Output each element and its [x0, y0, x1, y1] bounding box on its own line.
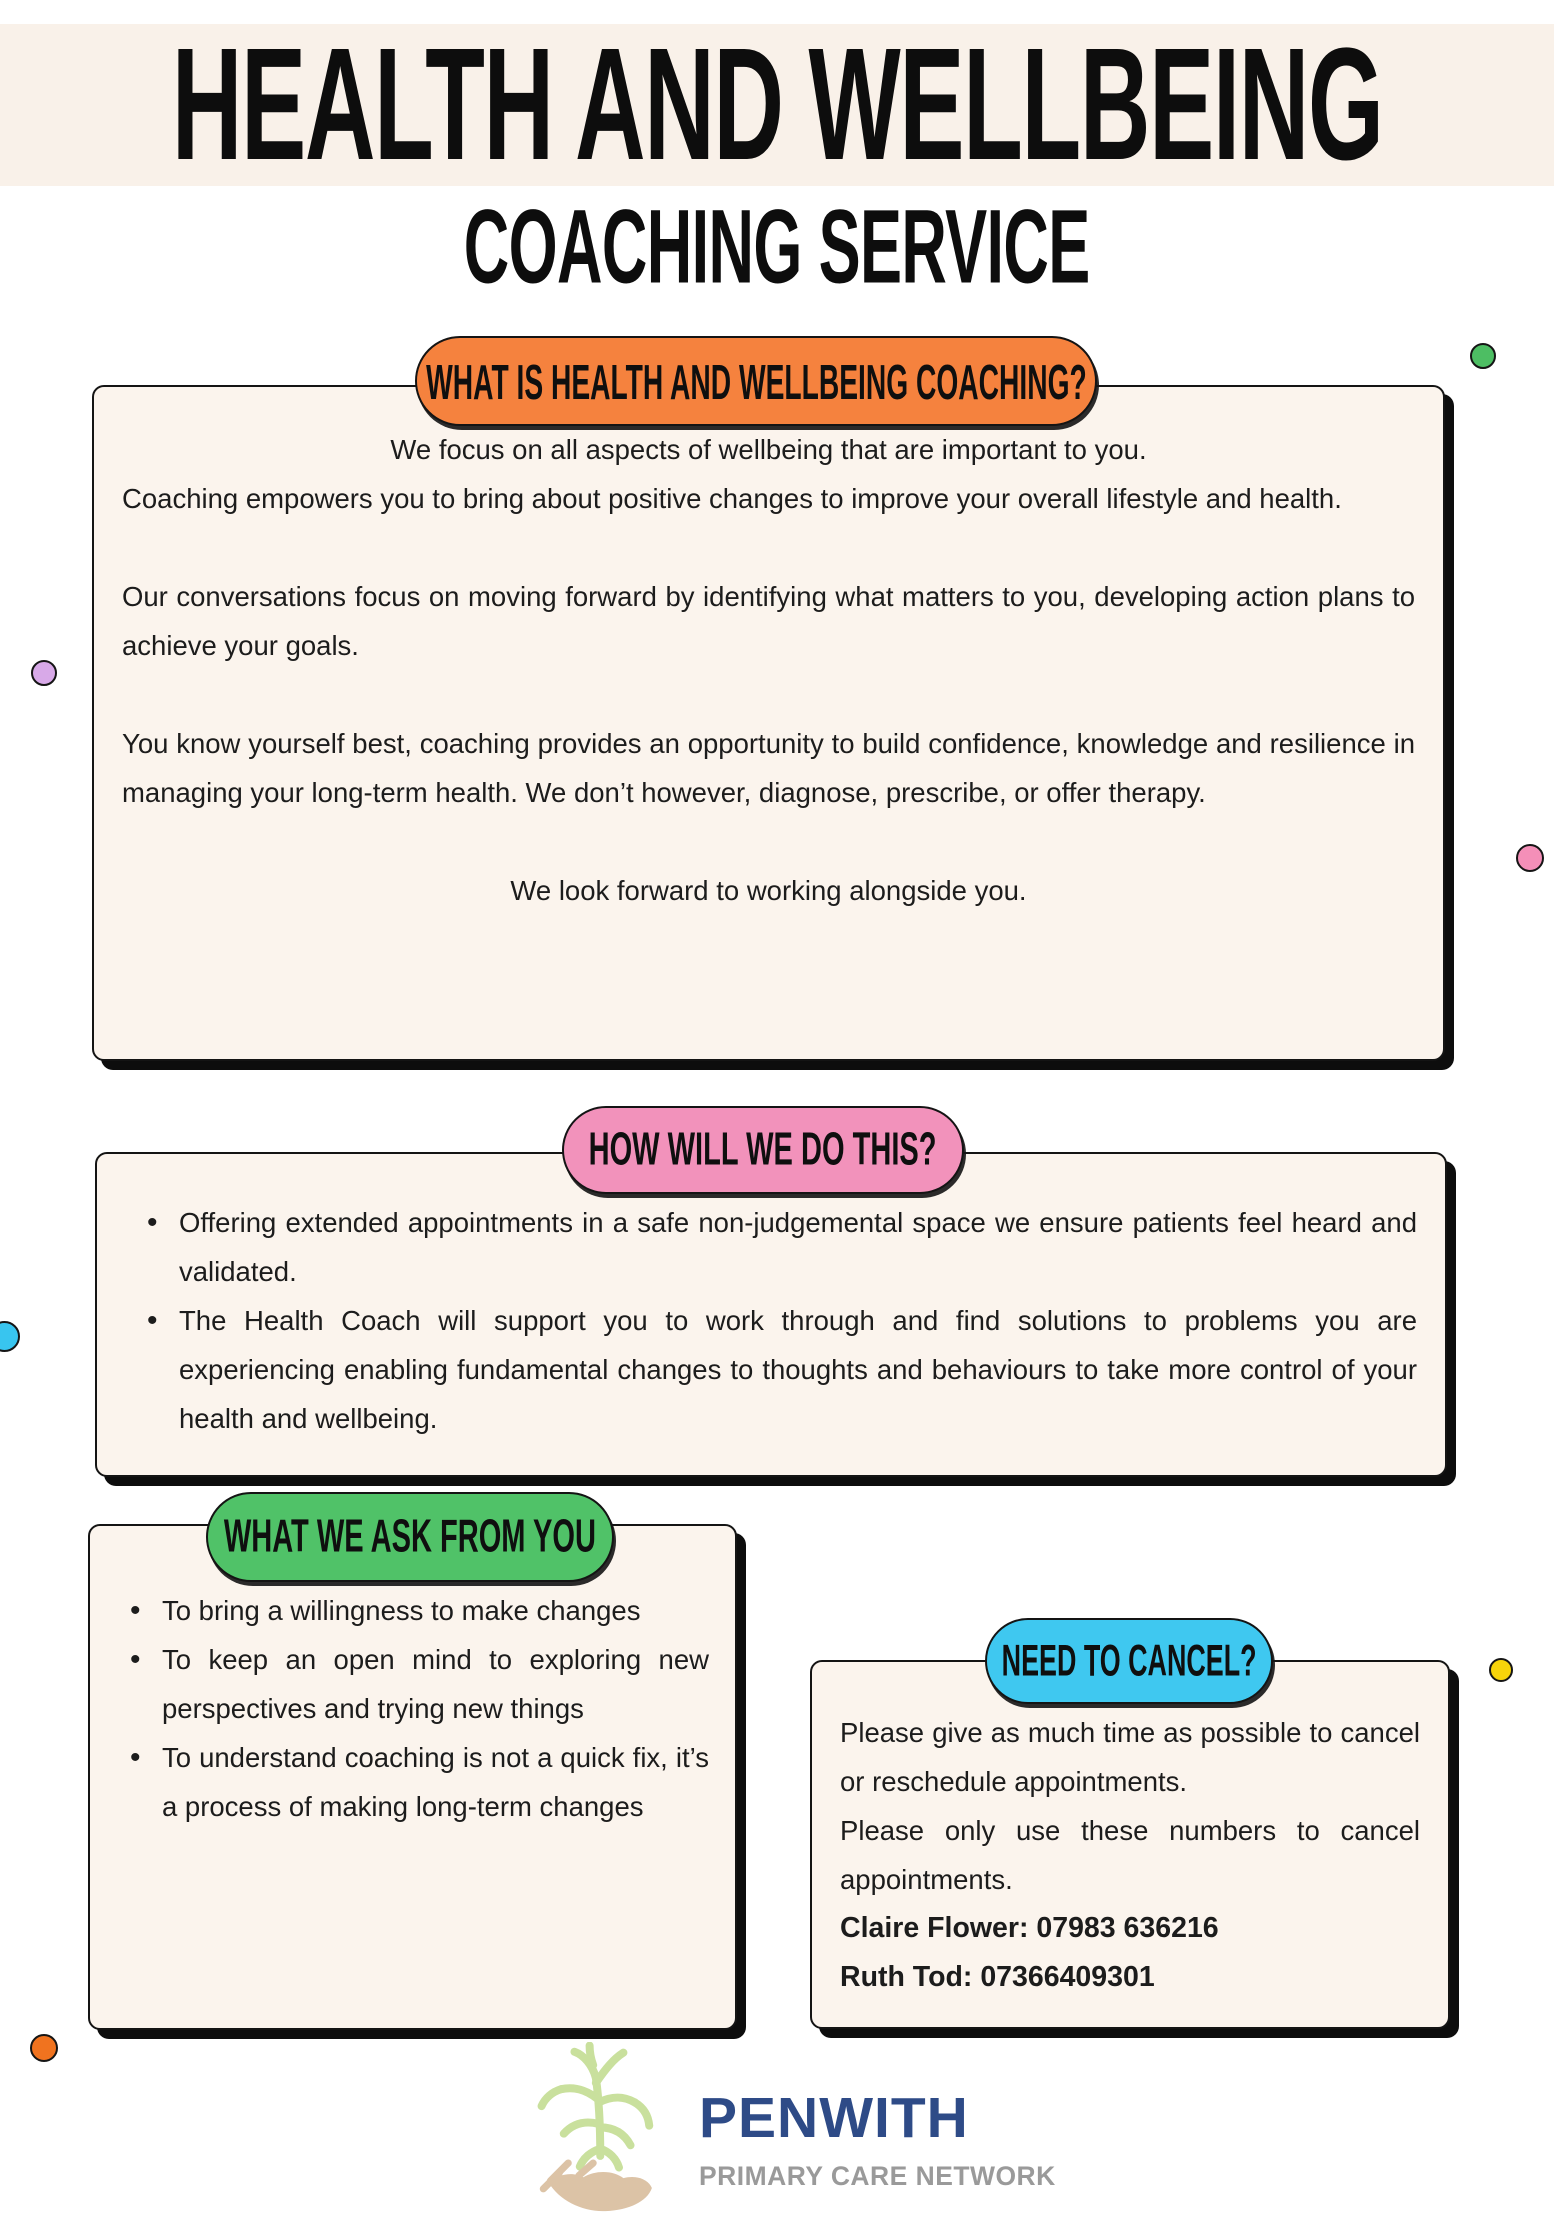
page-title: HEALTH AND WELLBEING — [171, 15, 1383, 194]
panel-how-will-we-do-this — [95, 1152, 1447, 1477]
decor-dot-purple — [31, 660, 57, 686]
what-paragraph-2: Coaching empowers you to bring about positive changes to improve your overall lifestyle and health. — [122, 483, 1342, 514]
what-paragraph-5: We look forward to working alongside you. — [510, 875, 1027, 906]
penwith-logo-subtitle: PRIMARY CARE NETWORK — [699, 2161, 1056, 2191]
badge-need-to-cancel-label: NEED TO CANCEL? — [1001, 1635, 1257, 1686]
badge-what-we-ask — [206, 1492, 614, 1582]
ask-bullet-3: • To understand coaching is not a quick fix, it’s a process of making long-term changes — [162, 1733, 709, 1831]
cancel-contact-ruth: Ruth Tod: 07366409301 — [840, 1961, 1155, 1993]
ask-bullet-2: • To keep an open mind to exploring new perspectives and trying new things — [162, 1635, 709, 1733]
hand-icon — [543, 2163, 652, 2211]
cancel-contact-claire: Claire Flower: 07983 636216 — [840, 1912, 1219, 1944]
badge-what-is-coaching — [415, 336, 1097, 426]
header-band — [0, 15, 1554, 194]
tree-icon — [542, 2046, 650, 2168]
panel-what-we-ask — [88, 1524, 737, 2030]
decor-dot-yellow — [1489, 1658, 1513, 1682]
page-subtitle-wrap — [0, 188, 1554, 306]
badge-what-we-ask-label: WHAT WE ASK FROM YOU — [223, 1510, 597, 1563]
badge-how-will-we-do-this-label: HOW WILL WE DO THIS? — [589, 1123, 937, 1176]
cancel-paragraph-2: Please only use these numbers to cancel appointments. — [840, 1815, 1420, 1895]
cancel-paragraph-1: Please give as much time as possible to cancel or reschedule appointments. — [840, 1717, 1420, 1797]
what-paragraph-4: You know yourself best, coaching provides an opportunity to build confidence, knowledge and resilience in managing your long-term health. We don’t however, diagnose, prescribe, or offer therapy. — [122, 728, 1415, 808]
penwith-logo-icon — [520, 2042, 685, 2220]
decor-dot-orange — [30, 2034, 58, 2062]
badge-how-will-we-do-this — [562, 1106, 964, 1194]
badge-what-is-coaching-label: WHAT IS HEALTH AND WELLBEING COACHING? — [425, 353, 1087, 409]
how-bullet-2: • The Health Coach will support you to work through and find solutions to problems you are experiencing enabling fundamental changes to thoughts and behaviours to take more control of your health and wellbeing. — [179, 1296, 1417, 1443]
decor-dot-pink — [1516, 844, 1544, 872]
page-subtitle: COACHING SERVICE — [464, 188, 1090, 306]
what-paragraph-3: Our conversations focus on moving forward by identifying what matters to you, developing action plans to achieve your goals. — [122, 581, 1415, 661]
penwith-logo-name: PENWITH — [699, 2086, 969, 2150]
decor-dot-cyan — [0, 1321, 20, 1352]
penwith-logo — [520, 2042, 1080, 2222]
how-bullet-1: • Offering extended appointments in a safe non-judgemental space we ensure patients feel heard and validated. — [179, 1198, 1417, 1296]
panel-what-is-coaching — [92, 385, 1445, 1061]
what-paragraph-1: We focus on all aspects of wellbeing that are important to you. — [390, 434, 1147, 465]
decor-dot-green — [1470, 343, 1496, 369]
badge-need-to-cancel — [985, 1618, 1273, 1704]
panel-need-to-cancel — [810, 1660, 1450, 2029]
ask-bullet-1: • To bring a willingness to make changes — [162, 1586, 709, 1635]
